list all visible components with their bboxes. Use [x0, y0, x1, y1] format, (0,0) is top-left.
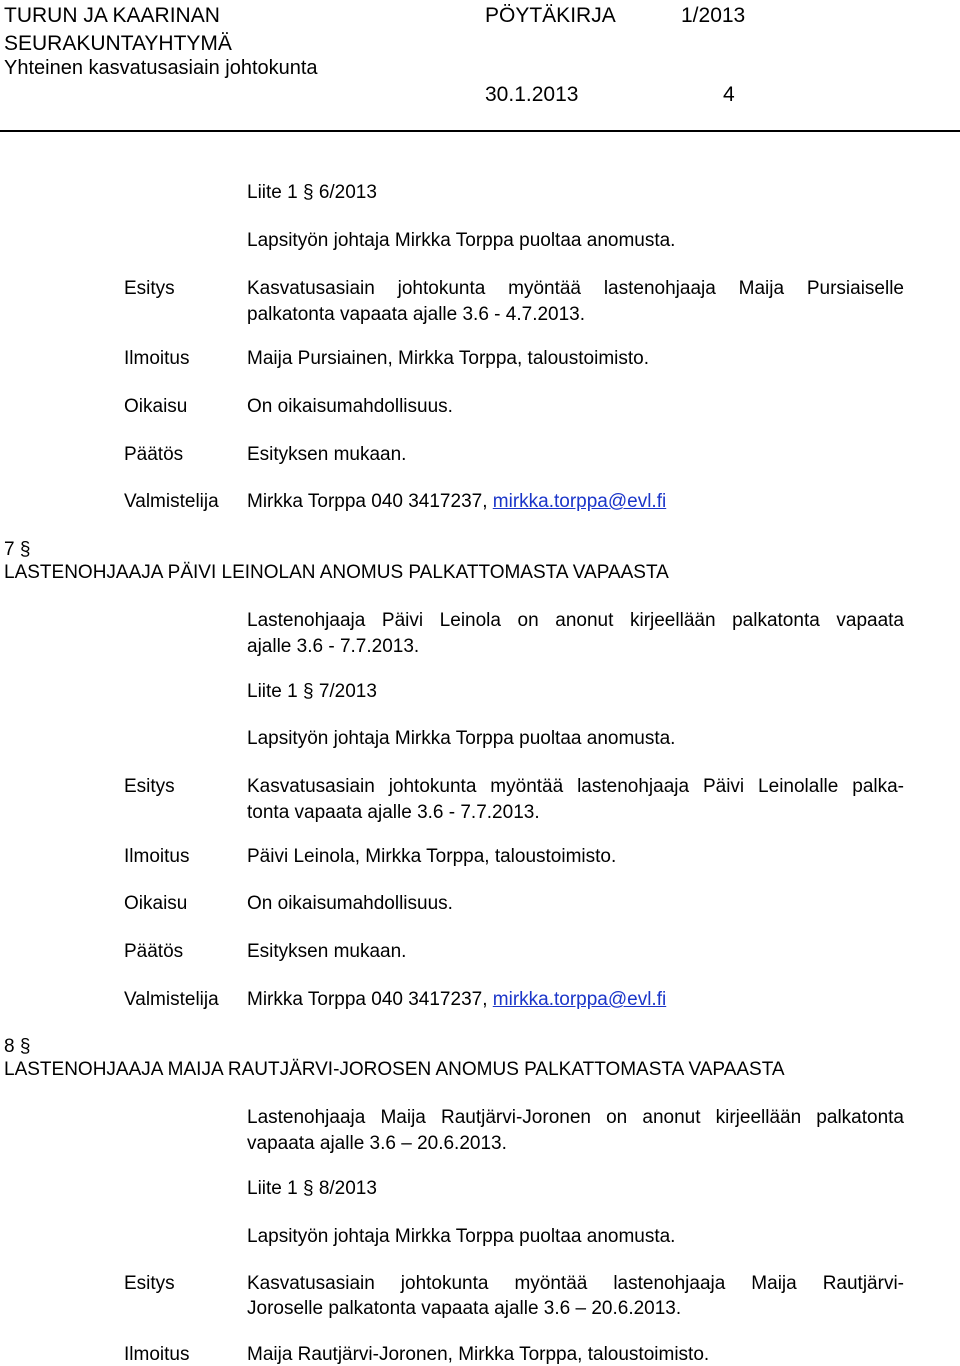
item6-oikaisu: On oikaisumahdollisuus.	[247, 396, 453, 417]
item7-paatos: Esityksen mukaan.	[247, 941, 407, 962]
header-doc-type: PÖYTÄKIRJA	[485, 4, 616, 27]
item6-valmistelija-label: Valmistelija	[124, 491, 219, 512]
item8-number: 8 §	[4, 1036, 31, 1057]
item6-oikaisu-label: Oikaisu	[124, 396, 188, 417]
item7-support: Lapsityön johtaja Mirkka Torppa puoltaa anomusta.	[247, 728, 676, 749]
item6-email-link[interactable]: mirkka.torppa@evl.fi	[492, 491, 667, 512]
item8-esitys-line2: Joroselle palkatonta vapaata ajalle 3.6 – 20.6.2013.	[247, 1298, 682, 1319]
header-page-number: 4	[723, 83, 735, 106]
item8-body-line2: vapaata ajalle 3.6 – 20.6.2013.	[247, 1133, 507, 1154]
item8-esitys-line1: Kasvatusasiain johtokunta myöntää lastenohjaaja Maija Rautjärvi-	[247, 1273, 904, 1294]
item7-esitys-line1: Kasvatusasiain johtokunta myöntää lastenohjaaja Päivi Leinolalle palka-	[247, 776, 904, 797]
item6-esitys-line1: Kasvatusasiain johtokunta myöntää lastenohjaaja Maija Pursiaiselle	[247, 278, 904, 299]
item8-esitys-label: Esitys	[124, 1273, 175, 1294]
item8-attachment: Liite 1 § 8/2013	[247, 1178, 377, 1199]
item7-number: 7 §	[4, 539, 31, 560]
header-doc-number: 1/2013	[681, 4, 746, 27]
item8-ilmoitus: Maija Rautjärvi-Joronen, Mirkka Torppa, taloustoimisto.	[247, 1344, 710, 1365]
item7-ilmoitus-label: Ilmoitus	[124, 846, 190, 867]
item6-ilmoitus-label: Ilmoitus	[124, 348, 190, 369]
item7-title: LASTENOHJAAJA PÄIVI LEINOLAN ANOMUS PALKATTOMASTA VAPAASTA	[4, 562, 669, 583]
item7-attachment: Liite 1 § 7/2013	[247, 681, 377, 702]
item6-attachment: Liite 1 § 6/2013	[247, 182, 377, 203]
item6-support: Lapsityön johtaja Mirkka Torppa puoltaa anomusta.	[247, 230, 676, 251]
header-divider	[0, 130, 960, 132]
item7-oikaisu: On oikaisumahdollisuus.	[247, 893, 453, 914]
header-org-line3: Yhteinen kasvatusasiain johtokunta	[4, 57, 318, 79]
item8-ilmoitus-label: Ilmoitus	[124, 1344, 190, 1365]
item7-valmistelija-name: Mirkka Torppa 040 3417237,	[247, 989, 493, 1010]
header-org-line1: TURUN JA KAARINAN	[4, 4, 220, 27]
item8-support: Lapsityön johtaja Mirkka Torppa puoltaa anomusta.	[247, 1226, 676, 1247]
item7-oikaisu-label: Oikaisu	[124, 893, 188, 914]
item7-ilmoitus: Päivi Leinola, Mirkka Torppa, taloustoimisto.	[247, 846, 617, 867]
item8-title: LASTENOHJAAJA MAIJA RAUTJÄRVI-JOROSEN ANOMUS PALKATTOMASTA VAPAASTA	[4, 1059, 785, 1080]
item6-valmistelija-name: Mirkka Torppa 040 3417237,	[247, 491, 493, 512]
header-date: 30.1.2013	[485, 83, 579, 106]
item7-email-link[interactable]: mirkka.torppa@evl.fi	[492, 989, 667, 1010]
item6-paatos-label: Päätös	[124, 444, 184, 465]
item7-valmistelija-label: Valmistelija	[124, 989, 219, 1010]
item6-paatos: Esityksen mukaan.	[247, 444, 407, 465]
item7-paatos-label: Päätös	[124, 941, 184, 962]
item6-valmistelija	[247, 492, 666, 511]
item7-body-line2: ajalle 3.6 - 7.7.2013.	[247, 636, 420, 657]
item8-body-line1: Lastenohjaaja Maija Rautjärvi-Joronen on anonut kirjeellään palkatonta	[247, 1107, 904, 1128]
item6-ilmoitus: Maija Pursiainen, Mirkka Torppa, taloustoimisto.	[247, 348, 649, 369]
item6-esitys-label: Esitys	[124, 278, 175, 299]
item6-esitys-line2: palkatonta vapaata ajalle 3.6 - 4.7.2013.	[247, 304, 586, 325]
item7-esitys-label: Esitys	[124, 776, 175, 797]
item7-esitys-line2: tonta vapaata ajalle 3.6 - 7.7.2013.	[247, 802, 540, 823]
item7-valmistelija	[247, 990, 666, 1009]
header-org-line2: SEURAKUNTAYHTYMÄ	[4, 32, 232, 55]
item7-body-line1: Lastenohjaaja Päivi Leinola on anonut kirjeellään palkatonta vapaata	[247, 610, 904, 631]
